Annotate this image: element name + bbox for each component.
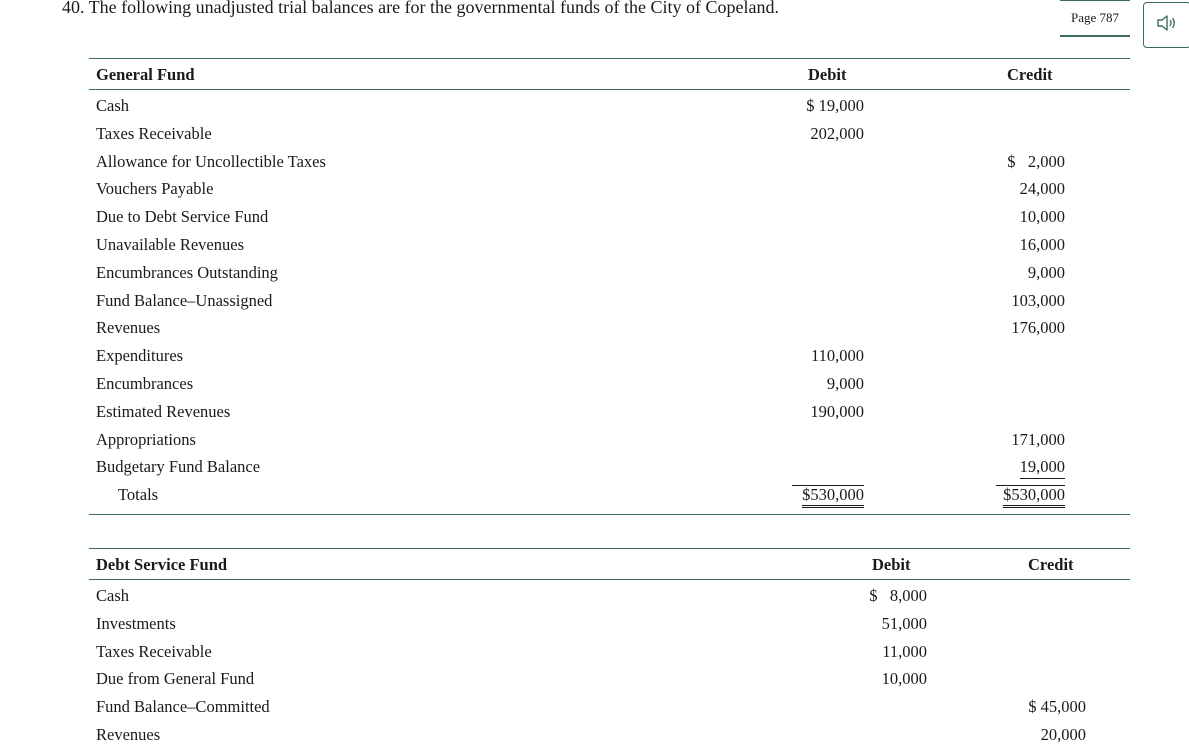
debit-amount: 11,000 <box>882 641 927 661</box>
general-fund-totals-row <box>89 479 1130 507</box>
general-fund-rows <box>89 90 1130 479</box>
debit-amount: $ 19,000 <box>806 96 864 115</box>
credit-amount: 10,000 <box>1019 207 1065 227</box>
debt-service-header <box>89 548 1130 580</box>
totals-label: Totals <box>118 485 159 505</box>
table-row <box>89 257 1130 285</box>
debt-service-rows <box>89 580 1130 747</box>
debit-amount: 190,000 <box>810 401 864 421</box>
table-row <box>89 451 1130 479</box>
debit-amount: $ 8,000 <box>869 586 927 605</box>
general-fund-credit-header: Credit <box>1007 65 1053 84</box>
account-name: Cash <box>96 586 129 605</box>
table-row <box>89 229 1130 257</box>
account-name: Fund Balance–Committed <box>96 697 270 717</box>
credit-amount: 16,000 <box>1019 234 1065 254</box>
general-fund-table <box>89 58 1130 515</box>
credit-total: $530,000 <box>1003 485 1065 508</box>
table-row <box>89 90 1130 118</box>
credit-amount: 9,000 <box>1027 262 1065 282</box>
general-fund-heading: General Fund <box>96 65 195 84</box>
audio-button[interactable] <box>1143 2 1189 48</box>
credit-amount: 19,000 <box>1020 457 1065 479</box>
account-name: Taxes Receivable <box>96 123 212 143</box>
credit-amount: 103,000 <box>1011 290 1065 310</box>
debit-amount: 51,000 <box>881 613 927 633</box>
credit-amount: $ 45,000 <box>1028 697 1086 717</box>
account-name: Vouchers Payable <box>96 179 214 199</box>
debit-amount: 110,000 <box>810 346 864 366</box>
debt-service-heading: Debt Service Fund <box>96 555 228 574</box>
table-row <box>89 663 1130 691</box>
account-name: Revenues <box>96 318 161 338</box>
account-name: Unavailable Revenues <box>96 234 244 254</box>
table-row <box>89 285 1130 313</box>
table-row <box>89 368 1130 396</box>
table-row <box>89 608 1130 636</box>
debt-service-fund-table <box>89 548 1130 747</box>
table-row <box>89 396 1130 424</box>
account-name: Fund Balance–Unassigned <box>96 290 273 310</box>
table-row <box>89 424 1130 452</box>
account-name: Encumbrances Outstanding <box>96 262 278 282</box>
credit-amount: 176,000 <box>1011 318 1065 338</box>
debit-amount: 9,000 <box>826 373 864 393</box>
account-name: Due to Debt Service Fund <box>96 207 269 227</box>
account-name: Appropriations <box>96 429 196 449</box>
table-row <box>89 719 1130 747</box>
general-fund-debit-header: Debit <box>808 65 847 84</box>
account-name: Cash <box>96 96 129 115</box>
debt-service-debit-header: Debit <box>872 555 911 574</box>
table-row <box>89 312 1130 340</box>
page-number-label: Page 787 <box>1060 0 1130 37</box>
table-row <box>89 201 1130 229</box>
account-name: Encumbrances <box>96 373 194 393</box>
debt-service-credit-header: Credit <box>1028 555 1074 574</box>
account-name: Due from General Fund <box>96 669 255 689</box>
account-name: Investments <box>96 613 176 633</box>
table-row <box>89 173 1130 201</box>
account-name: Allowance for Uncollectible Taxes <box>96 151 326 171</box>
table-row <box>89 340 1130 368</box>
table-row <box>89 636 1130 664</box>
table-row <box>89 118 1130 146</box>
debit-amount: 202,000 <box>810 123 864 143</box>
debit-amount: 10,000 <box>881 669 927 689</box>
account-name: Budgetary Fund Balance <box>96 457 261 477</box>
account-name: Taxes Receivable <box>96 641 212 661</box>
debit-total: $530,000 <box>802 485 864 508</box>
table-row <box>89 146 1130 174</box>
table-row <box>89 580 1130 608</box>
table-row <box>89 691 1130 719</box>
account-name: Expenditures <box>96 346 184 366</box>
speaker-icon <box>1156 14 1178 37</box>
question-text: 40. The following unadjusted trial balances are for the governmental funds of the City of Copeland. <box>62 0 779 17</box>
credit-amount: $ 2,000 <box>1007 151 1065 171</box>
account-name: Revenues <box>96 724 161 744</box>
account-name: Estimated Revenues <box>96 401 231 421</box>
credit-amount: 171,000 <box>1011 429 1065 449</box>
credit-amount: 24,000 <box>1019 179 1065 199</box>
general-fund-header <box>89 58 1130 90</box>
credit-amount: 20,000 <box>1040 724 1086 744</box>
